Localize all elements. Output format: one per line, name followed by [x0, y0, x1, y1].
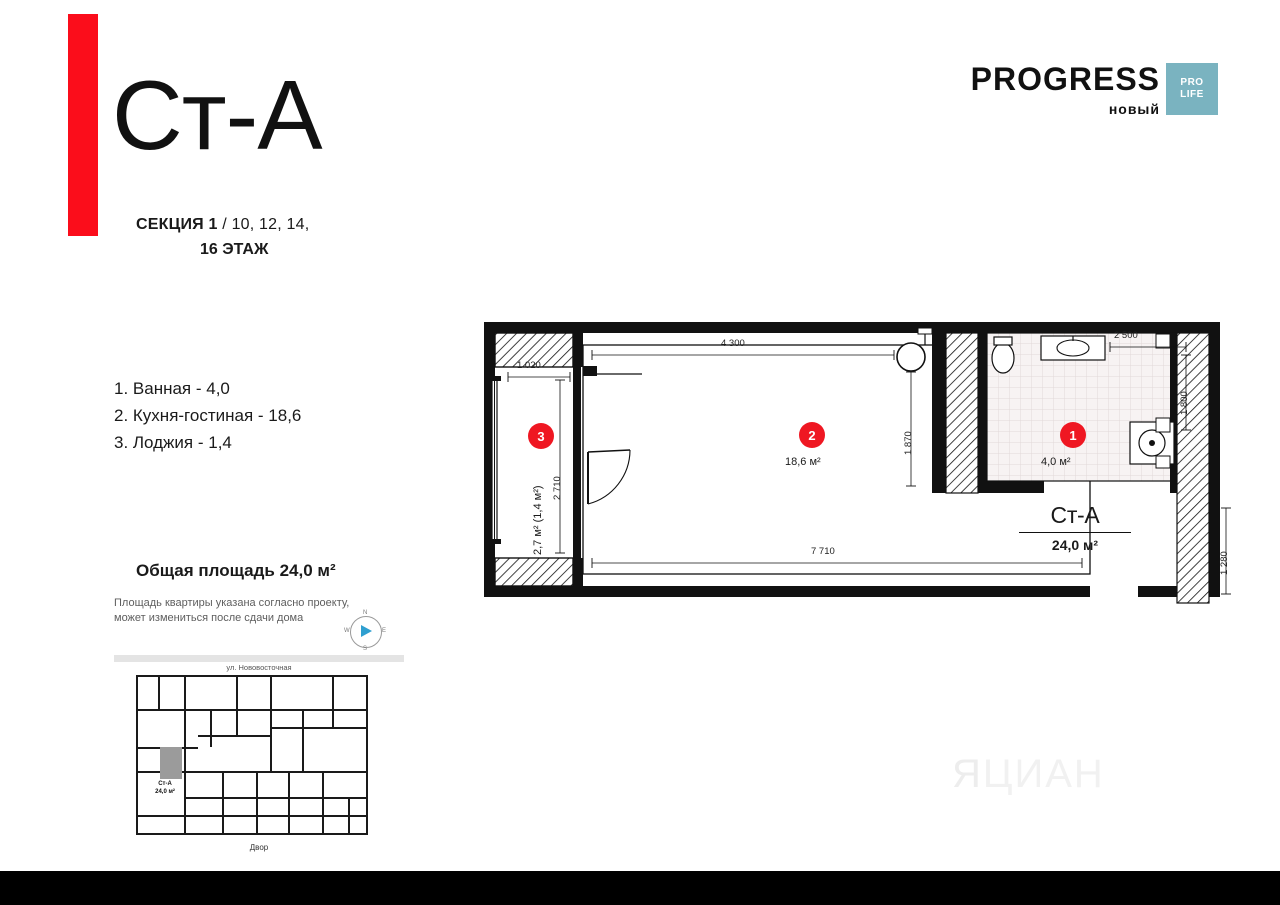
- compass-label-e: E: [381, 628, 386, 634]
- area-disclaimer-line1: Площадь квартиры указана согласно проекту,: [114, 597, 350, 609]
- area-disclaimer-line2: может измениться после сдачи дома: [114, 612, 304, 624]
- mini-floor-plan: [136, 675, 368, 835]
- legend-item: 1. Ванная - 4,0: [114, 379, 230, 398]
- mini-wall: [256, 771, 258, 833]
- plan-code: Ст-А: [1050, 502, 1100, 528]
- mini-wall: [348, 797, 350, 833]
- room-area-loggia: 2,7 м² (1,4 м²): [532, 485, 544, 555]
- mini-wall: [302, 709, 304, 771]
- dimension-loggia-height: 2 710: [552, 476, 563, 500]
- floor-plan-svg: [470, 310, 1240, 630]
- mini-wall: [288, 771, 290, 833]
- watermark: [952, 752, 1105, 797]
- brand-text: [971, 63, 1166, 117]
- section-label: [136, 216, 436, 234]
- floor-plan-drawing: [470, 310, 1240, 630]
- total-area: Общая площадь 24,0 м²: [136, 561, 336, 580]
- brand-badge-line1: PRO: [1180, 77, 1204, 88]
- mini-wall: [184, 677, 186, 771]
- section-apartments: / 10, 12, 14,: [222, 216, 310, 233]
- mini-wall: [270, 677, 272, 771]
- mini-wall: [332, 677, 334, 727]
- brand-badge: [1166, 63, 1218, 115]
- mini-wall: [236, 677, 238, 735]
- compass-label-w: W: [344, 628, 350, 634]
- accent-bar: [68, 14, 98, 236]
- brand-badge-line2: LIFE: [1180, 89, 1204, 100]
- room-marker-2[interactable]: 2: [799, 422, 825, 448]
- dimension-bottom-inner: 7 710: [811, 546, 835, 557]
- mini-wall: [138, 815, 366, 817]
- mini-wall: [198, 735, 270, 737]
- watermark-prefix: Я: [952, 752, 983, 796]
- mini-wall: [184, 797, 366, 799]
- street-bar: [114, 655, 404, 662]
- legend-item: 3. Лоджия - 1,4: [114, 433, 232, 452]
- dimension-top-inner: 4 300: [721, 338, 745, 349]
- dimension-bath-depth: 1 870: [903, 431, 914, 455]
- room-area-bathroom: 4,0 м²: [1041, 456, 1071, 468]
- yard-label: Двор: [249, 843, 269, 852]
- street-label: ул. Нововосточная: [226, 663, 292, 672]
- plan-code-divider: [1019, 532, 1131, 533]
- dimension-right-bottom: 1 280: [1219, 551, 1230, 575]
- mini-wall: [184, 771, 186, 833]
- room-area-kitchen-living: 18,6 м²: [785, 456, 821, 468]
- brand-subtitle: новый: [1108, 101, 1160, 117]
- mini-unit-caption: [150, 780, 180, 796]
- mini-wall: [270, 727, 366, 729]
- brand-name: PROGRESS: [970, 61, 1160, 97]
- legend-item: 2. Кухня-гостиная - 18,6: [114, 406, 302, 425]
- mini-wall: [222, 771, 224, 833]
- page-title: Ст-А: [112, 60, 322, 170]
- room-legend: [114, 375, 301, 456]
- compass-needle: [361, 625, 372, 637]
- watermark-text: ЦИАН: [982, 752, 1105, 796]
- room-marker-1[interactable]: 1: [1060, 422, 1086, 448]
- dimension-loggia-width: 1 020: [517, 360, 541, 371]
- bottom-strip: [0, 871, 1280, 905]
- mini-unit-code: Ст-А: [158, 781, 172, 787]
- floor-label: 16 ЭТАЖ: [200, 241, 269, 258]
- mini-unit-area: 24,0 м²: [155, 789, 175, 795]
- room-marker-3[interactable]: 3: [528, 423, 554, 449]
- mini-highlighted-unit: [160, 747, 182, 779]
- mini-site-plan: [114, 655, 404, 852]
- compass-label-s: S: [363, 646, 368, 652]
- plan-code-block: [1015, 502, 1135, 553]
- compass-icon: [345, 611, 385, 651]
- dimension-bath-top: 2 500: [1114, 330, 1138, 341]
- section-number: СЕКЦИЯ 1: [136, 216, 218, 233]
- mini-wall: [210, 709, 212, 747]
- brand-logo: [971, 63, 1218, 119]
- plan-total-area: 24,0 м²: [1051, 537, 1099, 553]
- dimension-bath-right: 1 800: [1179, 391, 1190, 415]
- mini-wall: [158, 677, 160, 711]
- mini-wall: [322, 771, 324, 833]
- compass-label-n: N: [363, 610, 368, 616]
